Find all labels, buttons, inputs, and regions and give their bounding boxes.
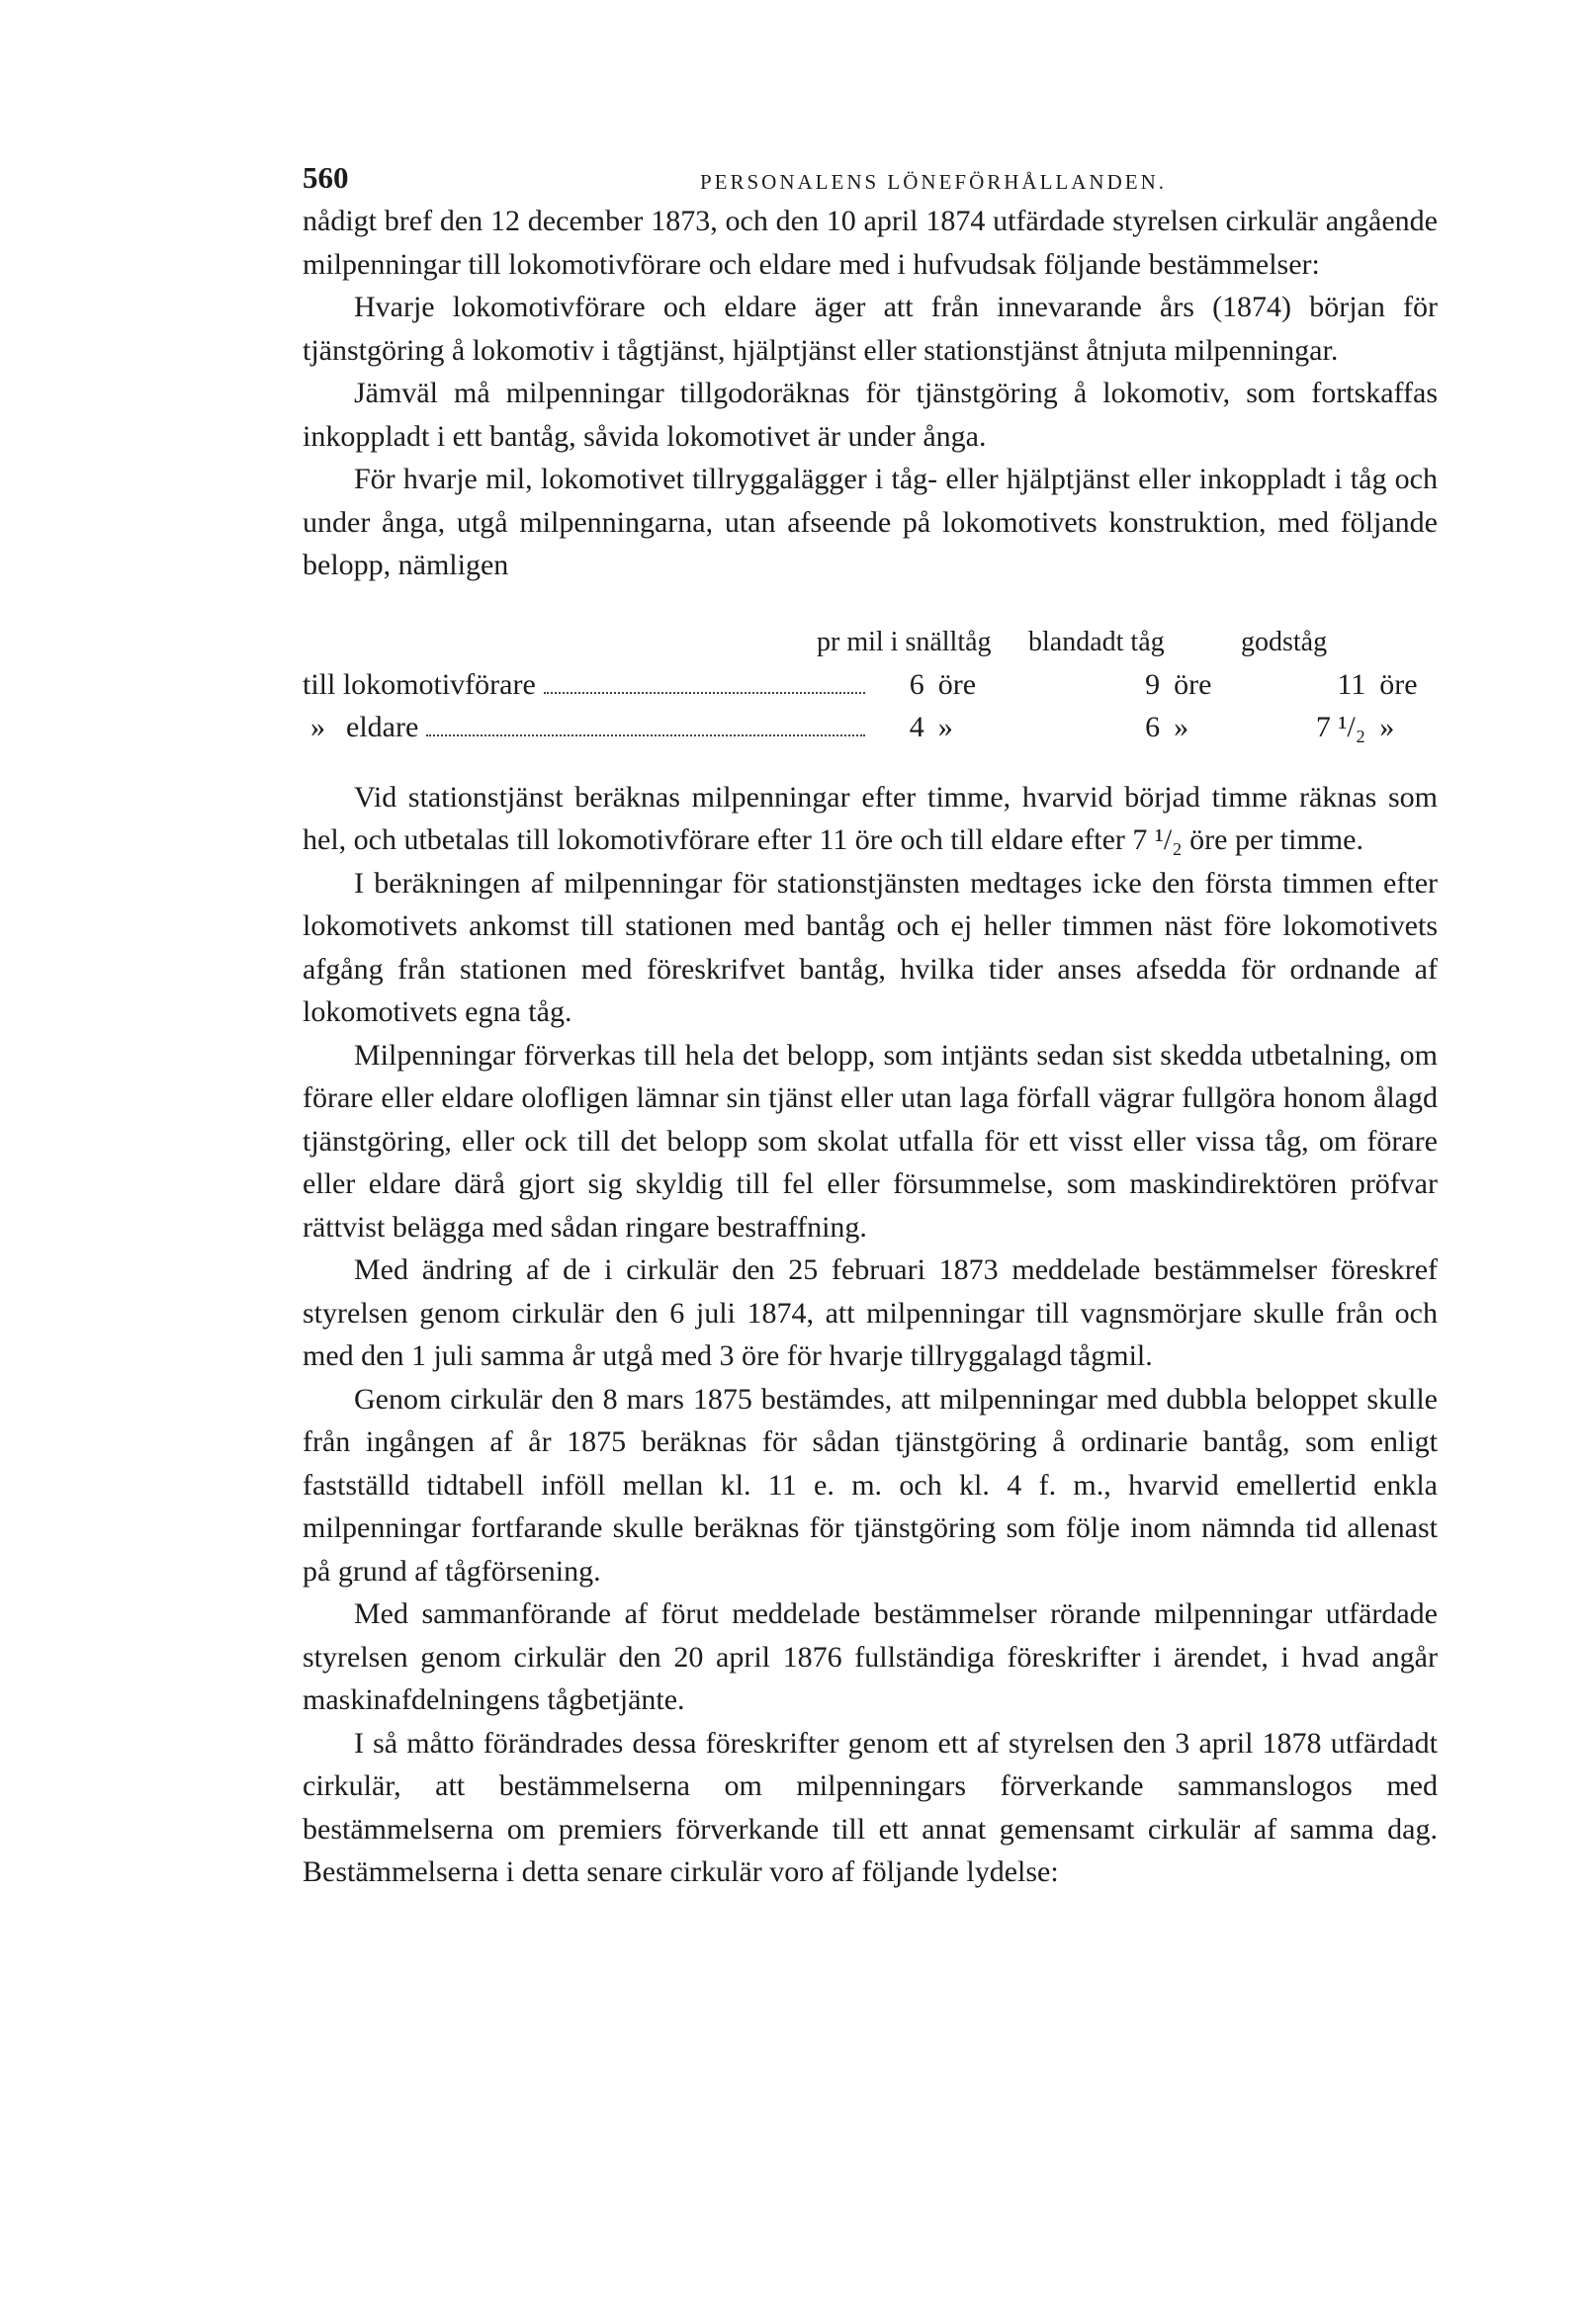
table-row <box>303 663 1438 706</box>
freight-unit: » <box>1379 710 1395 743</box>
paragraph: Med sammanförande af förut meddelade bestämmelser rörande milpenningar utfärdade styrelsen genom cirkulär den 20 april 1876 fullständiga föreskrifter i ärendet, i hvad angår maskinafdelningens tågbetjänte. <box>303 1597 1438 1716</box>
paragraph: Med ändring af de i cirkulär den 25 februari 1873 meddelade bestämmelser föreskref styrelsen genom cirkulär den 6 juli 1874, att milpenningar till vagnsmörjare skulle från och med den 1 juli samma år utgå med 3 öre för hvarje tillryggalagd tågmil. <box>303 1253 1438 1372</box>
page-number: 560 <box>303 160 349 195</box>
header-freight: godståg <box>1241 626 1328 657</box>
row-label-text: till lokomotivförare <box>303 667 536 701</box>
rate-table-header <box>303 621 1438 663</box>
row-label <box>303 706 875 748</box>
express-unit: öre <box>937 667 977 701</box>
mixed-unit: öre <box>1174 667 1212 701</box>
paragraph: I så måtto förändrades dessa föreskrifter genom ett af styrelsen den 3 april 1878 utfärdadt cirkulär, att bestämmelserna om milpenningars förverkande sammanslogos med bestämmelserna om premiers förverkande till ett annat gemensamt cirkulär af samma dag. Bestämmelserna i detta senare cirkulär voro af följande lydelse: <box>303 1726 1438 1888</box>
header-mixed: blandadt tåg <box>1028 626 1165 657</box>
row-label <box>303 663 875 706</box>
paragraph: Hvarje lokomotivförare och eldare äger att från innevarande års (1874) början för tjänstgöring å lokomotiv i tågtjänst, hjälptjänst eller stationstjänst åtnjuta milpenningar. <box>303 291 1438 367</box>
paragraph: Genom cirkulär den 8 mars 1875 bestämdes, att milpenningar med dubbla beloppet skulle från ingången af år 1875 beräknas för sådan tjänstgöring å ordinarie bantåg, som enligt fastställd tidtabell inföll mellan kl. 11 e. m. och kl. 4 f. m., hvarvid emellertid enkla milpenningar fortfarande skulle beräknas för tjänstgöring som följe inom nämnda tid allenast på grund af tågförsening. <box>303 1382 1438 1588</box>
paragraph-continuation: nådigt bref den 12 december 1873, och den 10 april 1874 utfärdade styrelsen cirkulär angående milpenningar till lokomotivförare och eldare med i hufvudsak följande bestämmelser: <box>303 205 1438 281</box>
express-value: 4 <box>909 710 924 743</box>
rate-table <box>303 621 1438 748</box>
running-head: PERSONALENS LÖNEFÖRHÅLLANDEN. <box>699 170 1167 194</box>
paragraph: För hvarje mil, lokomotivet tillryggalägger i tåg- eller hjälptjänst eller inkoppladt i tåg och under ånga, utgå milpenningarna, utan afseende på lokomotivets konstruktion, med följande belopp, nämligen <box>303 463 1438 581</box>
mixed-unit: » <box>1174 710 1189 743</box>
freight-value: 11 <box>1337 667 1366 701</box>
page-header <box>303 156 1438 200</box>
body-text <box>303 200 1438 1894</box>
express-unit: » <box>937 710 953 743</box>
mixed-value: 6 <box>1145 710 1161 743</box>
paragraph: Milpenningar förverkas till hela det belopp, som intjänts sedan sist skedda utbetalning, om förare eller eldare olofligen lämnar sin tjänst eller utan laga förfall vägrar fullgöra honom ålagd tjänstgöring, eller ock till det belopp som skolat utfalla för ett visst eller vissa tåg, om förare eller eldare därå gjort sig skyldig till fel eller försummelse, som maskindirektören pröfvar rättvist belägga med sådan ringare bestraffning. <box>303 1038 1438 1244</box>
mixed-value: 9 <box>1145 667 1161 701</box>
express-value: 6 <box>909 667 924 701</box>
dot-leader <box>426 734 865 736</box>
book-page <box>303 156 1438 1894</box>
paragraph: Jämväl må milpenningar tillgodoräknas för tjänstgöring å lokomotiv, som fortskaffas inkoppladt i ett bantåg, såvida lokomotivet är under ånga. <box>303 377 1438 453</box>
header-express: pr mil i snälltåg <box>817 626 992 657</box>
row-label-text: eldare <box>346 710 419 743</box>
freight-value: 7 ¹/₂ <box>1315 710 1366 743</box>
paragraph: Vid stationstjänst beräknas milpenningar efter timme, hvarvid börjad timme räknas som hel, och utbetalas till lokomotivförare efter 11 öre och till eldare efter 7 ¹/₂ öre per timme. <box>303 780 1438 856</box>
paragraph: I beräkningen af milpenningar för stationstjänsten medtages icke den första timmen efter lokomotivets ankomst till stationen med bantåg och ej heller timmen näst före lokomotivets afgång från stationen med föreskrifvet bantåg, hvilka tider anses afsedda för ordnande af lokomotivets egna tåg. <box>303 866 1438 1028</box>
freight-unit: öre <box>1379 667 1418 701</box>
table-row <box>303 706 1438 748</box>
ditto-mark: » <box>310 710 325 743</box>
dot-leader <box>544 692 865 694</box>
